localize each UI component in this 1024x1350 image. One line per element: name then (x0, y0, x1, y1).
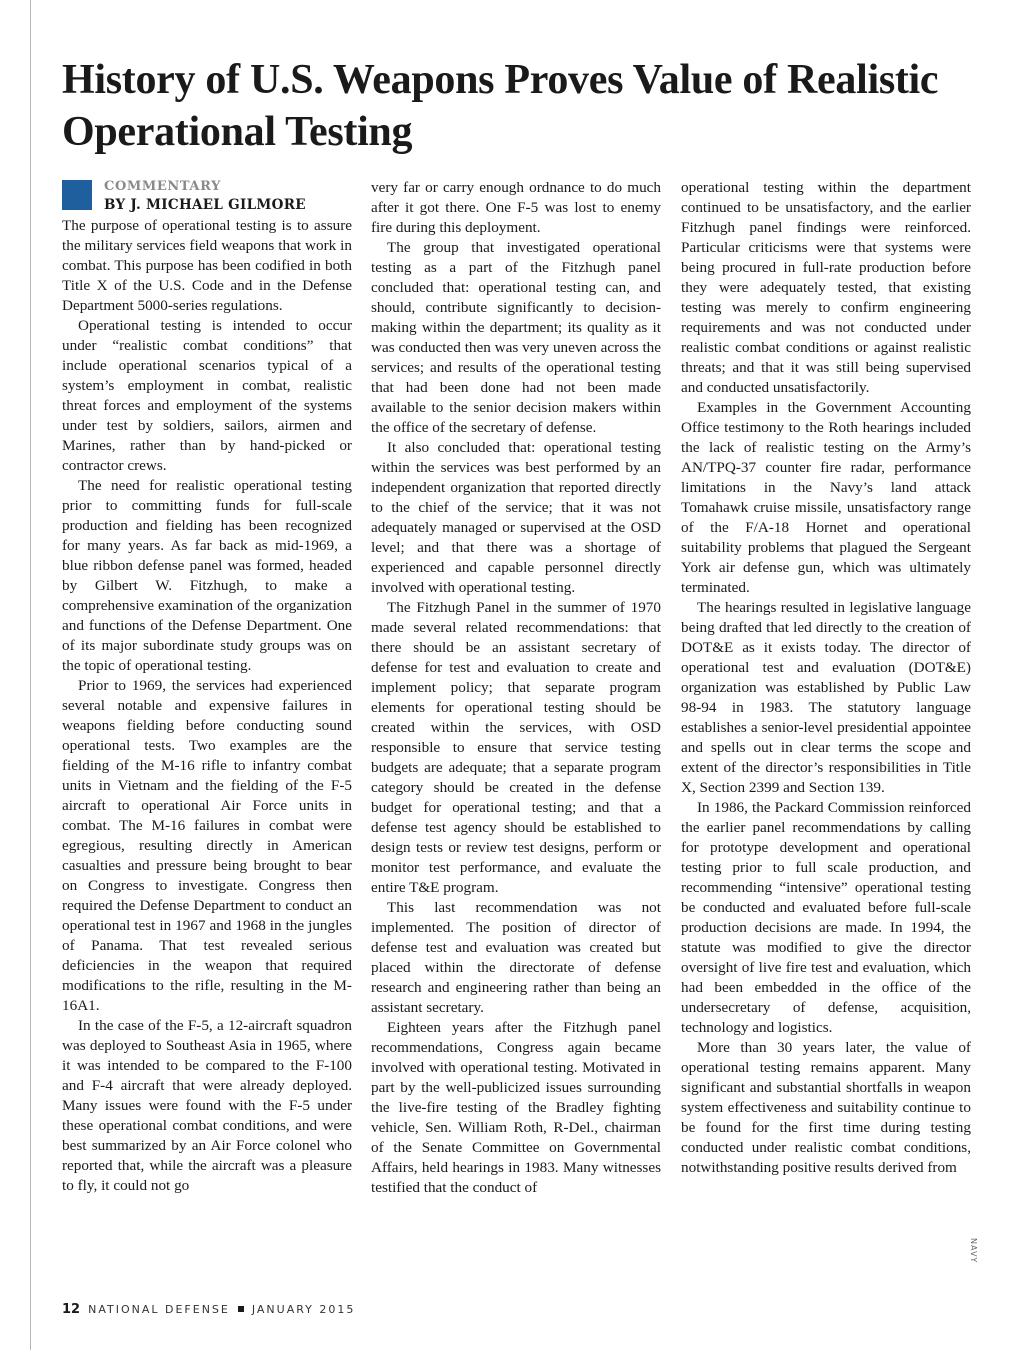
publication-name: NATIONAL DEFENSE (88, 1303, 230, 1316)
footer-separator (238, 1306, 244, 1312)
paragraph: The hearings resulted in legislative language being drafted that led directly to the creation of DOT&E as it exists today. The director of operational test and evaluation (DOT&E) organization was established by Public Law 98-94 in 1983. The statutory language establishes a senior-level presidential appointee and spells out in clear terms the scope and extent of the director’s responsibilities in Title X, Section 2399 and Section 139. (681, 599, 971, 796)
page-footer (62, 1302, 355, 1317)
paragraph: Eighteen years after the Fitzhugh panel recommendations, Congress again became involved with operational testing. Motivated in part by the well-publicized issues surrounding the live-fire testing of the Bradley fighting vehicle, Sen. William Roth, R-Del., chairman of the Senate Committee on Governmental Affairs, held hearings in 1983. Many witnesses testified that the conduct of (371, 1019, 661, 1196)
section-marker-square (62, 180, 92, 210)
photo-credit: NAVY (969, 1238, 978, 1264)
paragraph: very far or carry enough ordnance to do much after it got there. One F-5 was lost to enemy fire during this deployment. (371, 179, 661, 236)
paragraph: It also concluded that: operational testing within the services was best performed by an independent organization that reported directly to the chief of the service; that it was not adequately managed or supervised at the OSD level; and that there was a shortage of experienced and capable personnel directly involved with operational testing. (371, 439, 661, 596)
article-column-3 (681, 178, 971, 1178)
paragraph: Examples in the Government Accounting Office testimony to the Roth hearings included the lack of realistic testing on the Army’s AN/TPQ-37 counter fire radar, performance limitations in the Navy’s land attack Tomahawk cruise missile, unsatisfactory range of the F/A-18 Hornet and operational suitability problems that plagued the Sergeant York air defense gun, which was ultimately terminated. (681, 399, 971, 596)
paragraph: The purpose of operational testing is to assure the military services field weapons that work in combat. This purpose has been codified in both Title X of the U.S. Code and in the Defense Department 5000-series regulations. (62, 217, 352, 314)
article-column-2 (371, 178, 661, 1198)
margin-rule (30, 0, 31, 1350)
paragraph: In 1986, the Packard Commission reinforced the earlier panel recommendations by calling for prototype development and operational testing prior to full scale production, and recommending “intensive” operational testing be conducted and evaluated before full-scale production decisions are made. In 1994, the statute was modified to give the director oversight of live fire test and evaluation, which had been embedded in the office of the undersecretary of defense, acquisition, technology and logistics. (681, 799, 971, 1036)
paragraph: The group that investigated operational testing as a part of the Fitzhugh panel concluded that: operational testing can, and should, contribute significantly to decision-making within the department; its quality as it was conducted then was very uneven across the services; and results of the operational testing that had been done had not been made available to the senior decision makers within the office of the secretary of defense. (371, 239, 661, 436)
paragraph: This last recommendation was not implemented. The position of director of defense test and evaluation was created but placed within the directorate of defense research and engineering rather than being an assistant secretary. (371, 899, 661, 1016)
issue-date: JANUARY 2015 (251, 1303, 356, 1316)
article-column-1 (62, 178, 352, 1196)
author-byline: BY J. MICHAEL GILMORE (104, 197, 306, 213)
paragraph: Operational testing is intended to occur under “realistic combat conditions” that include operational scenarios typical of a system’s employment in combat, realistic threat forces and employment of the systems under test by soldiers, sailors, airmen and Marines, rather than by hand-picked or contractor crews. (62, 317, 352, 474)
page-number: 12 (62, 1302, 81, 1317)
byline-block (62, 178, 352, 216)
paragraph: The need for realistic operational testing prior to committing funds for full-scale production and fielding has been recognized for many years. As far back as mid-1969, a blue ribbon defense panel was formed, headed by Gilbert W. Fitzhugh, to make a comprehensive examination of the organization and functions of the Defense Department. One of its major subordinate study groups was on the topic of operational testing. (62, 477, 352, 674)
paragraph: More than 30 years later, the value of operational testing remains apparent. Many significant and substantial shortfalls in weapon system effectiveness and suitability continue to be found for the first time during testing conducted under realistic combat conditions, notwithstanding positive results derived from (681, 1039, 971, 1176)
paragraph: operational testing within the department continued to be unsatisfactory, and the earlier Fitzhugh panel findings were reinforced. Particular criticisms were that systems were being procured in full-rate production before they were adequately tested, that existing testing was merely to confirm engineering requirements and was not conducted under realistic combat conditions or against realistic threats; and that it was still being supervised and conducted unsatisfactorily. (681, 179, 971, 396)
article-headline: History of U.S. Weapons Proves Value of Realistic Operational Testing (62, 57, 939, 155)
paragraph: Prior to 1969, the services had experienced several notable and expensive failures in weapons fielding before conducting sound operational tests. Two examples are the fielding of the M-16 rifle to infantry combat units in Vietnam and the fielding of the F-5 aircraft to operational Air Force units in combat. The M-16 failures in combat were egregious, resulting directly in American casualties and pressure being brought to bear on Congress to investigate. Congress then required the Defense Department to conduct an operational test in 1967 and 1968 in the jungles of Panama. That test revealed serious deficiencies in the weapon that required modifications to the rifle, resulting in the M-16A1. (62, 677, 352, 1014)
paragraph: The Fitzhugh Panel in the summer of 1970 made several related recommendations: that there should be an assistant secretary of defense for test and evaluation to create and implement policy; that separate program elements for operational testing should be created within the services, with OSD responsible to ensure that service testing budgets are adequate; that a separate program category should be created in the defense budget for operational testing; and that a defense test agency should be established to design tests or review test designs, perform or monitor test performance, and evaluate the entire T&E program. (371, 599, 661, 896)
paragraph: In the case of the F-5, a 12-aircraft squadron was deployed to Southeast Asia in 1965, where it was intended to be compared to the F-100 and F-4 aircraft that were already deployed. Many issues were found with the F-5 under these operational combat conditions, and were best summarized by an Air Force colonel who reported that, while the aircraft was a pleasure to fly, it could not go (62, 1017, 352, 1194)
section-kicker: COMMENTARY (104, 179, 221, 194)
